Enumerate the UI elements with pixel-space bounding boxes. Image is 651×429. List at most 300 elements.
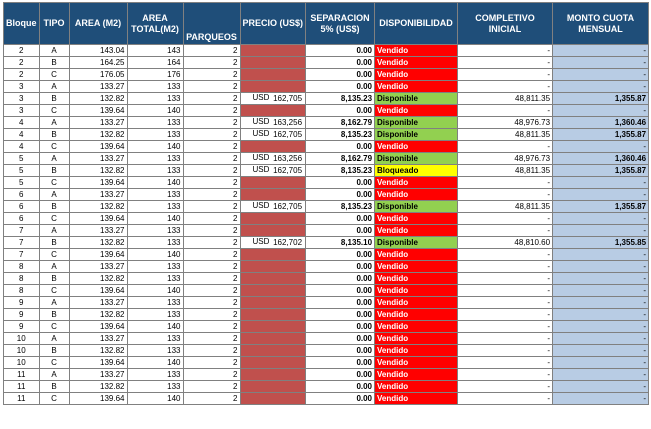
cell-tipo: A bbox=[39, 297, 69, 309]
cell-completivo: - bbox=[458, 189, 553, 201]
cell-separacion: 8,135.10 bbox=[306, 237, 375, 249]
cell-tipo: A bbox=[39, 189, 69, 201]
cell-completivo: - bbox=[458, 249, 553, 261]
cell-tipo: C bbox=[39, 393, 69, 405]
table-row bbox=[4, 165, 649, 177]
status-badge: Disponible bbox=[375, 201, 458, 213]
price-cell-masked bbox=[240, 297, 306, 309]
cell-bloque: 3 bbox=[4, 105, 40, 117]
cell-bloque: 5 bbox=[4, 153, 40, 165]
cell-completivo: - bbox=[458, 333, 553, 345]
price-cell bbox=[240, 201, 306, 213]
cell-completivo: - bbox=[458, 213, 553, 225]
cell-monto-cuota: - bbox=[553, 249, 649, 261]
status-badge: Vendido bbox=[375, 225, 458, 237]
cell-monto-cuota: - bbox=[553, 333, 649, 345]
cell-monto-cuota: - bbox=[553, 141, 649, 153]
cell-monto-cuota: 1,360.46 bbox=[553, 153, 649, 165]
table-row bbox=[4, 237, 649, 249]
status-badge: Vendido bbox=[375, 249, 458, 261]
cell-parqueos: 2 bbox=[183, 393, 240, 405]
price-cell-masked bbox=[240, 141, 306, 153]
cell-area: 133.27 bbox=[69, 189, 127, 201]
cell-tipo: A bbox=[39, 225, 69, 237]
cell-tipo: C bbox=[39, 141, 69, 153]
col-header-bloque: Bloque bbox=[4, 3, 40, 45]
table-row bbox=[4, 105, 649, 117]
cell-bloque: 2 bbox=[4, 45, 40, 57]
cell-area-total: 133 bbox=[127, 81, 183, 93]
cell-completivo: 48,976.73 bbox=[458, 153, 553, 165]
cell-separacion: 0.00 bbox=[306, 369, 375, 381]
cell-tipo: C bbox=[39, 285, 69, 297]
cell-completivo: - bbox=[458, 285, 553, 297]
cell-area-total: 140 bbox=[127, 285, 183, 297]
cell-area: 133.27 bbox=[69, 117, 127, 129]
cell-tipo: A bbox=[39, 369, 69, 381]
cell-area-total: 133 bbox=[127, 129, 183, 141]
table-row bbox=[4, 285, 649, 297]
cell-monto-cuota: - bbox=[553, 321, 649, 333]
table-row bbox=[4, 321, 649, 333]
col-header-completivo: COMPLETIVO INICIAL bbox=[458, 3, 553, 45]
cell-monto-cuota: - bbox=[553, 177, 649, 189]
status-badge: Vendido bbox=[375, 189, 458, 201]
cell-tipo: C bbox=[39, 249, 69, 261]
cell-separacion: 0.00 bbox=[306, 393, 375, 405]
price-value: 162,705 bbox=[273, 129, 303, 139]
cell-area-total: 133 bbox=[127, 345, 183, 357]
price-cell-masked bbox=[240, 309, 306, 321]
cell-parqueos: 2 bbox=[183, 45, 240, 57]
cell-area: 139.64 bbox=[69, 141, 127, 153]
cell-parqueos: 2 bbox=[183, 57, 240, 69]
status-badge: Disponible bbox=[375, 153, 458, 165]
cell-completivo: - bbox=[458, 225, 553, 237]
cell-separacion: 0.00 bbox=[306, 189, 375, 201]
cell-area: 132.82 bbox=[69, 237, 127, 249]
cell-area-total: 133 bbox=[127, 153, 183, 165]
cell-bloque: 4 bbox=[4, 141, 40, 153]
cell-area: 133.27 bbox=[69, 225, 127, 237]
cell-area: 143.04 bbox=[69, 45, 127, 57]
cell-bloque: 5 bbox=[4, 165, 40, 177]
cell-bloque: 9 bbox=[4, 309, 40, 321]
col-header-parqueos: PARQUEOS bbox=[183, 3, 240, 45]
status-badge: Vendido bbox=[375, 57, 458, 69]
price-cell-masked bbox=[240, 189, 306, 201]
cell-bloque: 4 bbox=[4, 129, 40, 141]
cell-parqueos: 2 bbox=[183, 237, 240, 249]
table-row bbox=[4, 141, 649, 153]
cell-monto-cuota: - bbox=[553, 69, 649, 81]
col-header-area-total: AREA TOTAL(M2) bbox=[127, 3, 183, 45]
price-cell-masked bbox=[240, 57, 306, 69]
cell-parqueos: 2 bbox=[183, 285, 240, 297]
col-header-precio: PRECIO (US$) bbox=[240, 3, 306, 45]
price-cell bbox=[240, 93, 306, 105]
cell-area: 132.82 bbox=[69, 165, 127, 177]
cell-area: 176.05 bbox=[69, 69, 127, 81]
cell-parqueos: 2 bbox=[183, 345, 240, 357]
price-value: 162,705 bbox=[273, 165, 303, 175]
cell-bloque: 9 bbox=[4, 321, 40, 333]
cell-separacion: 0.00 bbox=[306, 45, 375, 57]
cell-monto-cuota: - bbox=[553, 81, 649, 93]
cell-tipo: B bbox=[39, 57, 69, 69]
cell-tipo: B bbox=[39, 165, 69, 177]
cell-separacion: 0.00 bbox=[306, 177, 375, 189]
cell-tipo: A bbox=[39, 117, 69, 129]
col-header-tipo: TIPO bbox=[39, 3, 69, 45]
cell-separacion: 8,162.79 bbox=[306, 117, 375, 129]
cell-area: 139.64 bbox=[69, 213, 127, 225]
price-cell-masked bbox=[240, 357, 306, 369]
status-badge: Vendido bbox=[375, 69, 458, 81]
status-badge: Vendido bbox=[375, 81, 458, 93]
cell-area: 133.27 bbox=[69, 261, 127, 273]
cell-completivo: - bbox=[458, 357, 553, 369]
cell-completivo: - bbox=[458, 345, 553, 357]
price-cell-masked bbox=[240, 393, 306, 405]
cell-bloque: 2 bbox=[4, 69, 40, 81]
cell-tipo: B bbox=[39, 201, 69, 213]
table-row bbox=[4, 369, 649, 381]
cell-monto-cuota: - bbox=[553, 345, 649, 357]
cell-tipo: C bbox=[39, 213, 69, 225]
price-cell-masked bbox=[240, 225, 306, 237]
cell-bloque: 3 bbox=[4, 93, 40, 105]
cell-completivo: - bbox=[458, 105, 553, 117]
cell-separacion: 0.00 bbox=[306, 141, 375, 153]
status-badge: Vendido bbox=[375, 369, 458, 381]
cell-separacion: 0.00 bbox=[306, 69, 375, 81]
cell-separacion: 8,162.79 bbox=[306, 153, 375, 165]
table-row bbox=[4, 297, 649, 309]
cell-separacion: 0.00 bbox=[306, 273, 375, 285]
status-badge: Vendido bbox=[375, 177, 458, 189]
cell-area: 164.25 bbox=[69, 57, 127, 69]
cell-tipo: B bbox=[39, 273, 69, 285]
cell-monto-cuota: - bbox=[553, 357, 649, 369]
cell-completivo: - bbox=[458, 69, 553, 81]
table-row bbox=[4, 345, 649, 357]
price-value: 163,256 bbox=[273, 153, 303, 163]
col-header-area: AREA (M2) bbox=[69, 3, 127, 45]
cell-area-total: 133 bbox=[127, 369, 183, 381]
table-row bbox=[4, 357, 649, 369]
status-badge: Vendido bbox=[375, 45, 458, 57]
table-row bbox=[4, 213, 649, 225]
cell-parqueos: 2 bbox=[183, 333, 240, 345]
cell-parqueos: 2 bbox=[183, 201, 240, 213]
status-badge: Vendido bbox=[375, 309, 458, 321]
status-badge: Disponible bbox=[375, 93, 458, 105]
cell-monto-cuota: 1,355.87 bbox=[553, 165, 649, 177]
table-row bbox=[4, 225, 649, 237]
cell-separacion: 8,135.23 bbox=[306, 93, 375, 105]
cell-completivo: - bbox=[458, 261, 553, 273]
cell-monto-cuota: - bbox=[553, 225, 649, 237]
table-row bbox=[4, 93, 649, 105]
cell-area: 139.64 bbox=[69, 249, 127, 261]
price-cell-masked bbox=[240, 369, 306, 381]
cell-monto-cuota: - bbox=[553, 189, 649, 201]
cell-area-total: 140 bbox=[127, 213, 183, 225]
cell-separacion: 0.00 bbox=[306, 297, 375, 309]
status-badge: Vendido bbox=[375, 285, 458, 297]
cell-area: 139.64 bbox=[69, 321, 127, 333]
price-cell bbox=[240, 153, 306, 165]
cell-area: 132.82 bbox=[69, 309, 127, 321]
cell-bloque: 11 bbox=[4, 393, 40, 405]
cell-area: 132.82 bbox=[69, 273, 127, 285]
cell-monto-cuota: - bbox=[553, 381, 649, 393]
cell-parqueos: 2 bbox=[183, 105, 240, 117]
cell-parqueos: 2 bbox=[183, 225, 240, 237]
cell-bloque: 11 bbox=[4, 369, 40, 381]
table-row bbox=[4, 381, 649, 393]
cell-bloque: 2 bbox=[4, 57, 40, 69]
cell-area-total: 140 bbox=[127, 321, 183, 333]
cell-parqueos: 2 bbox=[183, 369, 240, 381]
cell-separacion: 0.00 bbox=[306, 225, 375, 237]
status-badge: Disponible bbox=[375, 237, 458, 249]
cell-area: 139.64 bbox=[69, 285, 127, 297]
cell-separacion: 0.00 bbox=[306, 285, 375, 297]
currency-label: USD bbox=[252, 237, 270, 246]
status-badge: Vendido bbox=[375, 261, 458, 273]
cell-separacion: 0.00 bbox=[306, 345, 375, 357]
table-row bbox=[4, 129, 649, 141]
cell-tipo: A bbox=[39, 81, 69, 93]
cell-tipo: A bbox=[39, 45, 69, 57]
cell-area: 132.82 bbox=[69, 345, 127, 357]
cell-separacion: 8,135.23 bbox=[306, 129, 375, 141]
cell-area: 133.27 bbox=[69, 153, 127, 165]
cell-monto-cuota: - bbox=[553, 309, 649, 321]
cell-area-total: 140 bbox=[127, 393, 183, 405]
cell-completivo: - bbox=[458, 297, 553, 309]
cell-parqueos: 2 bbox=[183, 69, 240, 81]
table-row bbox=[4, 273, 649, 285]
col-header-monto-cuota: MONTO CUOTA MENSUAL bbox=[553, 3, 649, 45]
price-cell bbox=[240, 117, 306, 129]
cell-monto-cuota: - bbox=[553, 57, 649, 69]
cell-bloque: 10 bbox=[4, 345, 40, 357]
price-cell-masked bbox=[240, 249, 306, 261]
cell-monto-cuota: - bbox=[553, 393, 649, 405]
cell-monto-cuota: - bbox=[553, 261, 649, 273]
cell-bloque: 10 bbox=[4, 333, 40, 345]
cell-area: 132.82 bbox=[69, 129, 127, 141]
cell-area: 133.27 bbox=[69, 297, 127, 309]
cell-area-total: 133 bbox=[127, 297, 183, 309]
price-value: 163,256 bbox=[273, 117, 303, 127]
cell-separacion: 0.00 bbox=[306, 261, 375, 273]
cell-separacion: 0.00 bbox=[306, 249, 375, 261]
cell-completivo: - bbox=[458, 141, 553, 153]
table-row bbox=[4, 57, 649, 69]
cell-tipo: A bbox=[39, 261, 69, 273]
price-value: 162,705 bbox=[273, 93, 303, 103]
cell-completivo: - bbox=[458, 393, 553, 405]
cell-parqueos: 2 bbox=[183, 249, 240, 261]
cell-area-total: 140 bbox=[127, 357, 183, 369]
cell-parqueos: 2 bbox=[183, 213, 240, 225]
cell-completivo: 48,811.35 bbox=[458, 165, 553, 177]
cell-area-total: 164 bbox=[127, 57, 183, 69]
cell-area-total: 133 bbox=[127, 117, 183, 129]
table-row bbox=[4, 333, 649, 345]
cell-monto-cuota: - bbox=[553, 213, 649, 225]
cell-bloque: 6 bbox=[4, 189, 40, 201]
currency-label: USD bbox=[252, 93, 270, 102]
price-cell bbox=[240, 165, 306, 177]
cell-area: 139.64 bbox=[69, 177, 127, 189]
price-cell-masked bbox=[240, 177, 306, 189]
table-body bbox=[4, 45, 649, 405]
cell-bloque: 5 bbox=[4, 177, 40, 189]
cell-area-total: 133 bbox=[127, 309, 183, 321]
status-badge: Vendido bbox=[375, 297, 458, 309]
price-cell-masked bbox=[240, 213, 306, 225]
cell-completivo: - bbox=[458, 321, 553, 333]
cell-area-total: 133 bbox=[127, 165, 183, 177]
units-table bbox=[3, 2, 649, 405]
cell-tipo: C bbox=[39, 177, 69, 189]
cell-parqueos: 2 bbox=[183, 81, 240, 93]
cell-parqueos: 2 bbox=[183, 165, 240, 177]
cell-separacion: 0.00 bbox=[306, 381, 375, 393]
cell-monto-cuota: - bbox=[553, 369, 649, 381]
price-cell-masked bbox=[240, 69, 306, 81]
price-cell-masked bbox=[240, 321, 306, 333]
table-row bbox=[4, 153, 649, 165]
cell-parqueos: 2 bbox=[183, 153, 240, 165]
table-header-row bbox=[4, 3, 649, 45]
cell-tipo: B bbox=[39, 129, 69, 141]
cell-parqueos: 2 bbox=[183, 381, 240, 393]
cell-bloque: 4 bbox=[4, 117, 40, 129]
cell-area-total: 133 bbox=[127, 93, 183, 105]
price-value: 162,702 bbox=[273, 237, 303, 247]
cell-area: 133.27 bbox=[69, 369, 127, 381]
cell-completivo: 48,811.35 bbox=[458, 129, 553, 141]
cell-area: 133.27 bbox=[69, 81, 127, 93]
cell-monto-cuota: - bbox=[553, 105, 649, 117]
table-row bbox=[4, 249, 649, 261]
cell-bloque: 7 bbox=[4, 237, 40, 249]
cell-separacion: 8,135.23 bbox=[306, 165, 375, 177]
cell-bloque: 8 bbox=[4, 261, 40, 273]
cell-monto-cuota: - bbox=[553, 297, 649, 309]
price-cell bbox=[240, 237, 306, 249]
status-badge: Disponible bbox=[375, 117, 458, 129]
price-value: 162,705 bbox=[273, 201, 303, 211]
cell-tipo: C bbox=[39, 105, 69, 117]
cell-bloque: 6 bbox=[4, 201, 40, 213]
cell-area-total: 133 bbox=[127, 189, 183, 201]
cell-parqueos: 2 bbox=[183, 309, 240, 321]
currency-label: USD bbox=[252, 117, 270, 126]
cell-tipo: B bbox=[39, 309, 69, 321]
cell-monto-cuota: - bbox=[553, 273, 649, 285]
cell-monto-cuota: 1,355.87 bbox=[553, 93, 649, 105]
table-row bbox=[4, 309, 649, 321]
cell-parqueos: 2 bbox=[183, 141, 240, 153]
status-badge: Vendido bbox=[375, 381, 458, 393]
table-row bbox=[4, 177, 649, 189]
cell-area: 139.64 bbox=[69, 393, 127, 405]
price-cell-masked bbox=[240, 381, 306, 393]
cell-bloque: 11 bbox=[4, 381, 40, 393]
cell-area-total: 140 bbox=[127, 141, 183, 153]
cell-monto-cuota: 1,355.87 bbox=[553, 129, 649, 141]
cell-bloque: 10 bbox=[4, 357, 40, 369]
cell-area-total: 133 bbox=[127, 261, 183, 273]
table-row bbox=[4, 201, 649, 213]
currency-label: USD bbox=[252, 153, 270, 162]
cell-monto-cuota: - bbox=[553, 285, 649, 297]
table-row bbox=[4, 117, 649, 129]
price-cell-masked bbox=[240, 45, 306, 57]
cell-tipo: A bbox=[39, 333, 69, 345]
cell-tipo: B bbox=[39, 345, 69, 357]
cell-area-total: 140 bbox=[127, 177, 183, 189]
cell-monto-cuota: 1,355.87 bbox=[553, 201, 649, 213]
status-badge: Vendido bbox=[375, 393, 458, 405]
status-badge: Vendido bbox=[375, 333, 458, 345]
price-cell bbox=[240, 129, 306, 141]
status-badge: Vendido bbox=[375, 105, 458, 117]
cell-area: 139.64 bbox=[69, 357, 127, 369]
cell-area-total: 133 bbox=[127, 237, 183, 249]
price-cell-masked bbox=[240, 273, 306, 285]
cell-bloque: 9 bbox=[4, 297, 40, 309]
cell-tipo: B bbox=[39, 381, 69, 393]
cell-completivo: 48,810.60 bbox=[458, 237, 553, 249]
cell-parqueos: 2 bbox=[183, 129, 240, 141]
currency-label: USD bbox=[252, 201, 270, 210]
cell-area: 132.82 bbox=[69, 381, 127, 393]
cell-parqueos: 2 bbox=[183, 93, 240, 105]
cell-area-total: 176 bbox=[127, 69, 183, 81]
cell-separacion: 0.00 bbox=[306, 57, 375, 69]
cell-tipo: A bbox=[39, 153, 69, 165]
cell-area: 132.82 bbox=[69, 201, 127, 213]
price-cell-masked bbox=[240, 345, 306, 357]
cell-area-total: 133 bbox=[127, 225, 183, 237]
inventory-sheet bbox=[3, 2, 649, 405]
cell-tipo: C bbox=[39, 357, 69, 369]
cell-bloque: 3 bbox=[4, 81, 40, 93]
status-badge: Vendido bbox=[375, 345, 458, 357]
cell-parqueos: 2 bbox=[183, 273, 240, 285]
cell-separacion: 0.00 bbox=[306, 321, 375, 333]
cell-completivo: - bbox=[458, 177, 553, 189]
cell-completivo: - bbox=[458, 381, 553, 393]
status-badge: Vendido bbox=[375, 321, 458, 333]
table-row bbox=[4, 393, 649, 405]
cell-separacion: 0.00 bbox=[306, 81, 375, 93]
cell-bloque: 8 bbox=[4, 273, 40, 285]
col-header-separacion: SEPARACION 5% (US$) bbox=[306, 3, 375, 45]
cell-completivo: - bbox=[458, 273, 553, 285]
price-cell-masked bbox=[240, 81, 306, 93]
cell-parqueos: 2 bbox=[183, 261, 240, 273]
cell-tipo: B bbox=[39, 237, 69, 249]
